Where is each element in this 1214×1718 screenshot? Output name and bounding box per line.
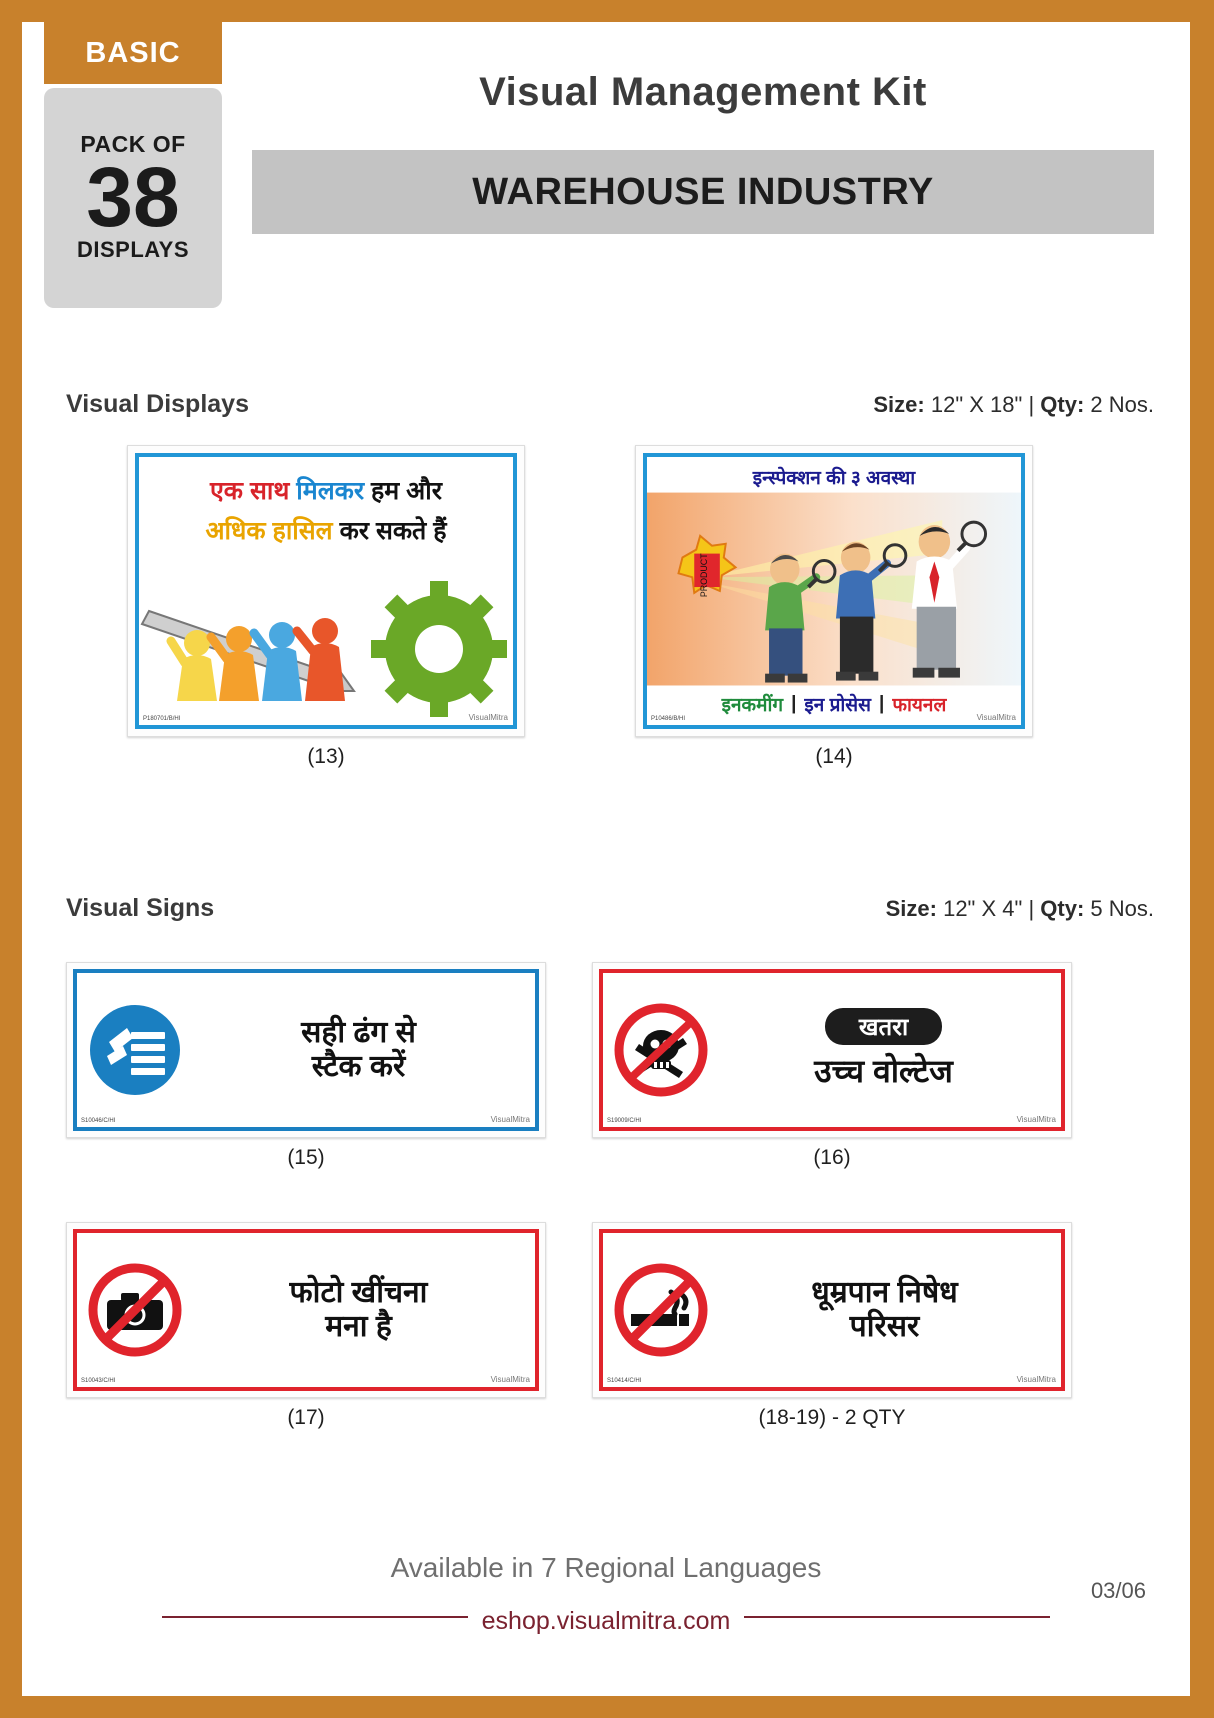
sign-code-left: S10043/C/HI bbox=[81, 1378, 116, 1384]
displays-label: DISPLAYS bbox=[76, 237, 189, 263]
poster-line-2 bbox=[139, 513, 513, 547]
sign-code-left: S10414/C/HI bbox=[607, 1378, 642, 1384]
sign-line-1: फोटो खींचना bbox=[289, 1275, 428, 1309]
item-caption: (15) bbox=[287, 1146, 325, 1169]
section-meta bbox=[873, 392, 1154, 418]
size-value: 12" X 18" bbox=[930, 392, 1023, 417]
poster-line-1 bbox=[139, 473, 513, 507]
qty-value: 2 Nos. bbox=[1090, 392, 1154, 417]
inspection-poster bbox=[636, 446, 1032, 736]
poster-border bbox=[643, 453, 1025, 729]
size-label: Size: bbox=[885, 896, 937, 921]
display-code-left: P10486/B/HI bbox=[651, 716, 686, 722]
sign-code-left: S10046/C/HI bbox=[81, 1118, 116, 1124]
no-photography-sign bbox=[67, 1223, 545, 1397]
meta-separator: | bbox=[1028, 896, 1035, 921]
size-value: 12" X 4" bbox=[943, 896, 1023, 921]
sign-code-right: VisualMitra bbox=[1016, 1115, 1056, 1124]
availability-note: Available in 7 Regional Languages bbox=[390, 1552, 822, 1583]
danger-pill: खतरा bbox=[825, 1008, 942, 1045]
no-photography-icon bbox=[77, 1258, 192, 1362]
stage-incoming: इनकमींग bbox=[721, 695, 784, 716]
section-title: Visual Signs bbox=[66, 894, 215, 922]
display-card-14 bbox=[635, 445, 1033, 737]
sign-border bbox=[73, 969, 539, 1131]
basic-badge: BASIC bbox=[44, 22, 222, 84]
sign-text bbox=[718, 1008, 1061, 1092]
high-voltage-sign bbox=[593, 963, 1071, 1137]
display-code-right: VisualMitra bbox=[468, 713, 508, 722]
qty-label: Qty: bbox=[1040, 896, 1085, 921]
page-title: Visual Management Kit bbox=[479, 70, 927, 114]
stage-inprocess: इन प्रोसेस bbox=[804, 695, 871, 716]
display-card-13 bbox=[127, 445, 525, 737]
sign-code-right: VisualMitra bbox=[1016, 1375, 1056, 1384]
sign-card-18-19 bbox=[592, 1222, 1072, 1398]
sign-text bbox=[192, 1276, 535, 1345]
meta-separator: | bbox=[1028, 392, 1035, 417]
page-number: 03/06 bbox=[1090, 1578, 1146, 1603]
sign-border bbox=[599, 969, 1065, 1131]
sign-item-17 bbox=[66, 1222, 546, 1430]
inspection-stages bbox=[647, 691, 1021, 717]
no-smoking-sign bbox=[593, 1223, 1071, 1397]
qty-value: 5 Nos. bbox=[1090, 896, 1154, 921]
line1-part-a: एक साथ bbox=[209, 477, 297, 505]
sign-line-2: परिसर bbox=[849, 1310, 920, 1343]
item-caption: (18-19) - 2 QTY bbox=[758, 1406, 906, 1429]
section-header-signs bbox=[66, 894, 1154, 923]
display-code-left: P180701/B/HI bbox=[143, 716, 181, 722]
sign-border bbox=[599, 1229, 1065, 1391]
sign-code-left: S19009/C/HI bbox=[607, 1118, 642, 1124]
stack-properly-icon bbox=[77, 998, 192, 1102]
item-caption: (14) bbox=[815, 745, 853, 768]
sign-text bbox=[192, 1016, 535, 1085]
pack-count: 38 bbox=[86, 149, 180, 244]
stage-final: फायनल bbox=[892, 695, 947, 716]
line1-part-c: हम और bbox=[371, 477, 442, 505]
stack-properly-sign bbox=[67, 963, 545, 1137]
poster-border bbox=[135, 453, 517, 729]
sign-text bbox=[718, 1276, 1061, 1345]
stage-separator-2: | bbox=[879, 693, 885, 714]
inspection-title: इन्स्पेक्शन की ३ अवस्था bbox=[752, 468, 916, 489]
sign-line-2: स्टैक करें bbox=[311, 1050, 406, 1083]
item-caption: (17) bbox=[287, 1406, 325, 1429]
sign-border bbox=[73, 1229, 539, 1391]
skull-crossbones-icon bbox=[603, 998, 718, 1102]
inspection-illustration bbox=[647, 457, 1021, 725]
sign-card-16 bbox=[592, 962, 1072, 1138]
stage-separator-1: | bbox=[791, 693, 797, 714]
sheet bbox=[22, 22, 1190, 1696]
sign-item-18-19 bbox=[592, 1222, 1072, 1430]
sign-code-right: VisualMitra bbox=[490, 1115, 530, 1124]
size-label: Size: bbox=[873, 392, 925, 417]
sign-item-16 bbox=[592, 962, 1072, 1170]
line2-part-a: अधिक हासिल bbox=[205, 517, 340, 545]
sign-card-17 bbox=[66, 1222, 546, 1398]
item-caption: (13) bbox=[307, 745, 345, 768]
website-link[interactable] bbox=[22, 1607, 1190, 1636]
section-title: Visual Displays bbox=[66, 390, 249, 418]
display-item-13 bbox=[127, 445, 525, 769]
no-smoking-icon bbox=[603, 1258, 718, 1362]
sign-line-1: धूम्रपान निषेध bbox=[811, 1275, 958, 1309]
qty-label: Qty: bbox=[1040, 392, 1085, 417]
sign-item-15 bbox=[66, 962, 546, 1170]
item-caption: (16) bbox=[813, 1146, 851, 1169]
sign-line-1: उच्च वोल्टेज bbox=[814, 1053, 953, 1089]
industry-bar: WAREHOUSE INDUSTRY bbox=[252, 150, 1154, 234]
line2-part-b: कर सकते हैं bbox=[339, 517, 447, 545]
svg-text:PRODUCT: PRODUCT bbox=[699, 553, 710, 598]
teamwork-illustration bbox=[139, 571, 519, 721]
section-header-displays bbox=[66, 390, 1154, 419]
display-item-14 bbox=[635, 445, 1033, 769]
section-meta bbox=[886, 896, 1154, 922]
pack-of-label: PACK OF bbox=[80, 130, 186, 157]
sign-line-1: सही ढंग से bbox=[301, 1015, 416, 1049]
sign-code-right: VisualMitra bbox=[490, 1375, 530, 1384]
line1-part-b: मिलकर bbox=[296, 477, 372, 505]
sign-card-15 bbox=[66, 962, 546, 1138]
teamwork-poster bbox=[128, 446, 524, 736]
website-text: eshop.visualmitra.com bbox=[468, 1607, 745, 1635]
pack-badge bbox=[44, 88, 222, 308]
display-code-right: VisualMitra bbox=[976, 713, 1016, 722]
sign-line-2: मना है bbox=[325, 1310, 392, 1343]
